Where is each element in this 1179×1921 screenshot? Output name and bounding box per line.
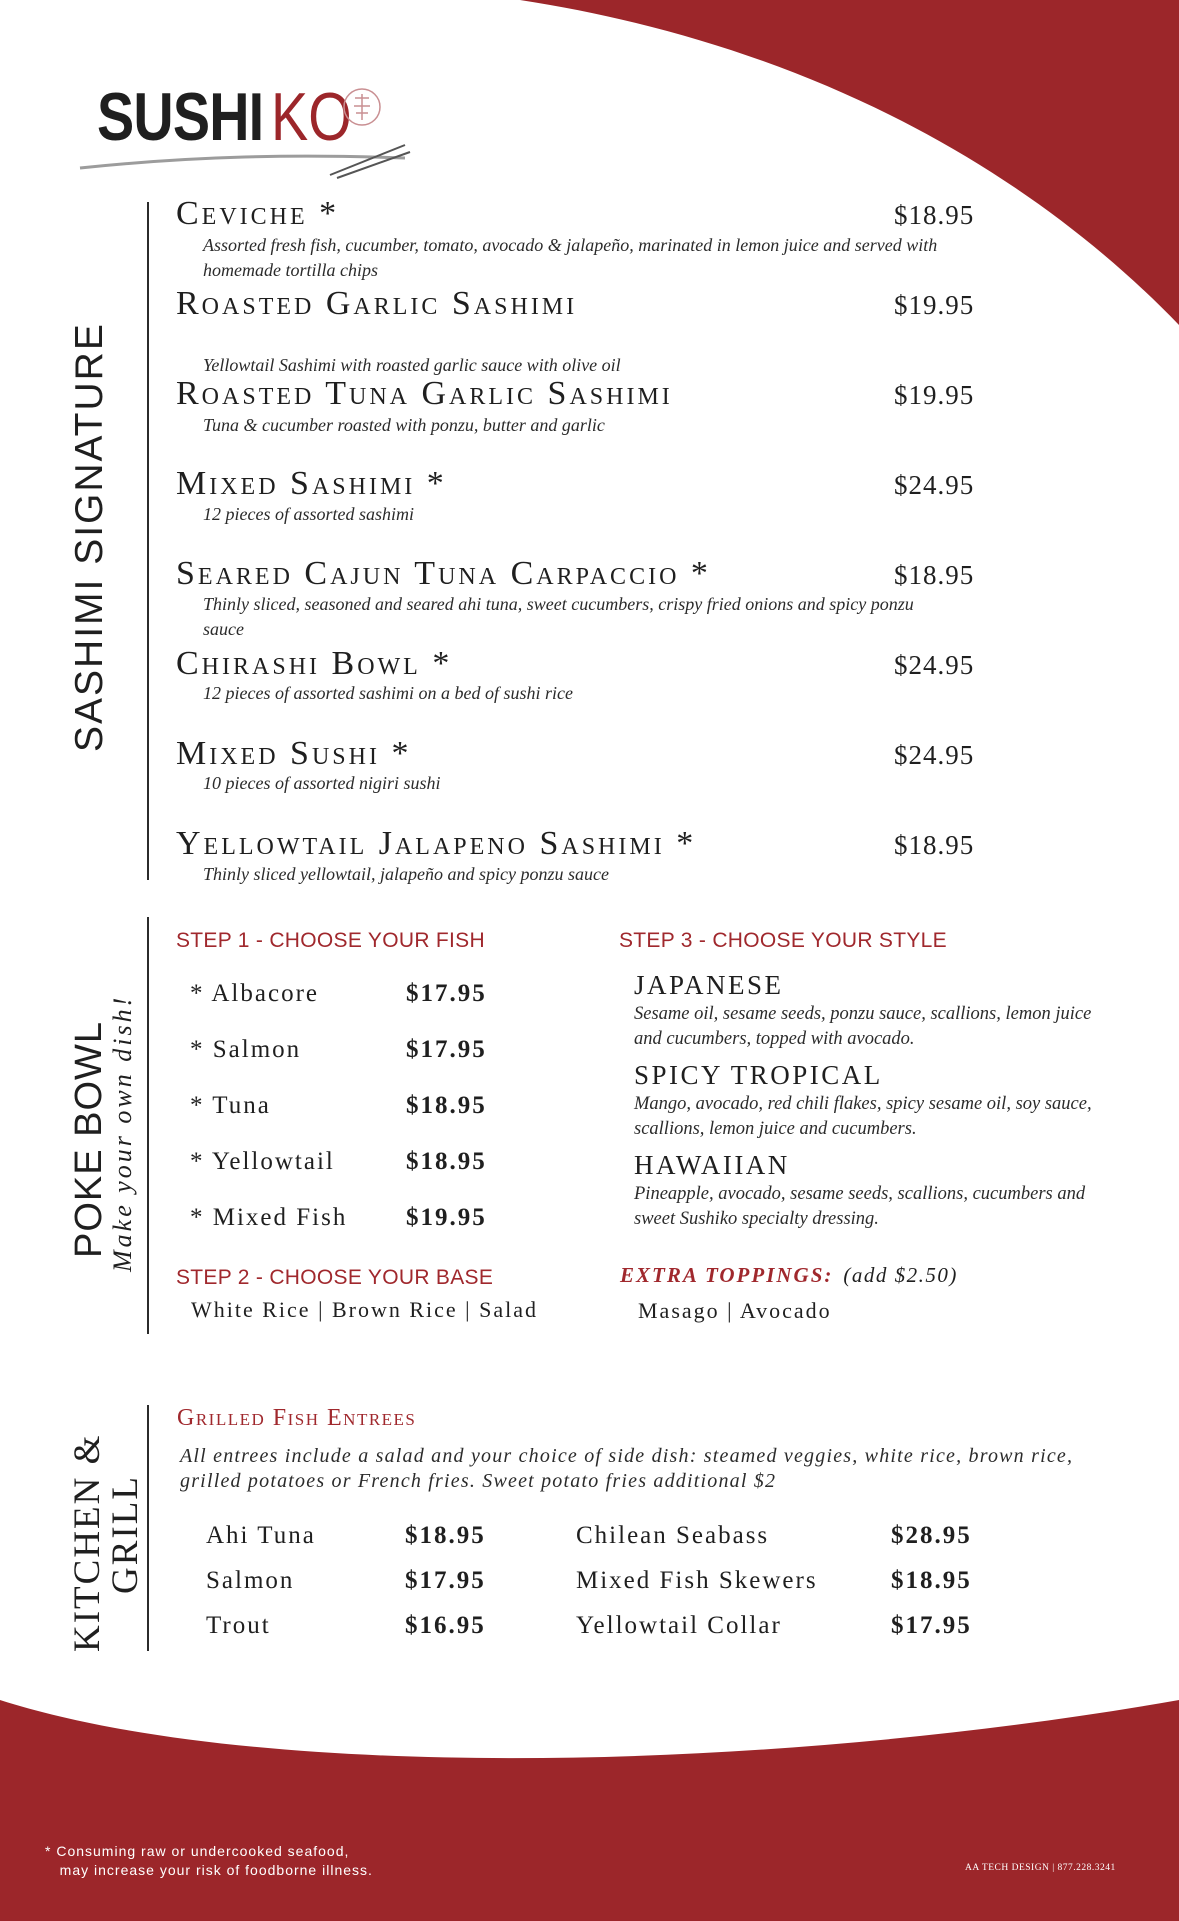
fish-price: $17.95	[406, 1036, 487, 1063]
style-description: Mango, avocado, red chili flakes, spicy sesame oil, soy sauce, scallions, lemon juice and cucumbers.	[634, 1094, 1092, 1139]
sashimi-section-label: SASHIMI SIGNATURE	[68, 322, 111, 752]
entree-price: $18.95	[405, 1522, 486, 1549]
logo-text-ko: KO	[271, 79, 352, 155]
entree-name: Ahi Tuna	[206, 1522, 316, 1549]
fish-price: $19.95	[406, 1204, 487, 1231]
design-credit: AA TECH DESIGN | 877.228.3241	[965, 1863, 1116, 1873]
sushiko-logo	[75, 70, 415, 170]
item-price: $18.95	[894, 560, 975, 590]
item-name: Yellowtail Jalapeno Sashimi *	[176, 825, 697, 862]
item-price: $24.95	[894, 740, 975, 770]
extra-toppings-heading	[620, 1263, 958, 1288]
entree-name: Mixed Fish Skewers	[576, 1567, 818, 1594]
poke-divider	[147, 917, 149, 1334]
kitchen-divider	[147, 1405, 149, 1651]
fish-name: * Mixed Fish	[190, 1204, 348, 1231]
entree-price: $16.95	[405, 1612, 486, 1639]
entree-price: $17.95	[891, 1612, 972, 1639]
entree-name: Yellowtail Collar	[576, 1612, 782, 1639]
item-name: Ceviche *	[176, 195, 340, 232]
item-name: Roasted Tuna Garlic Sashimi	[176, 375, 673, 412]
item-price: $18.95	[894, 200, 975, 230]
fish-price: $18.95	[406, 1092, 487, 1119]
kitchen-section-label: KITCHEN &	[67, 1433, 108, 1652]
kitchen-section-label-2: GRILL	[105, 1475, 146, 1594]
item-description: 12 pieces of assorted sashimi on a bed of sushi rice	[203, 683, 573, 703]
style-description: Pineapple, avocado, sesame seeds, scallions, cucumbers and sweet Sushiko specialty dressing.	[634, 1184, 1086, 1229]
entree-price: $18.95	[891, 1567, 972, 1594]
fish-name: * Yellowtail	[190, 1148, 335, 1175]
extra-toppings-label: EXTRA TOPPINGS:	[620, 1263, 834, 1287]
chopsticks-icon	[75, 140, 415, 180]
item-price: $19.95	[894, 290, 975, 320]
bottom-swoosh	[0, 1700, 1179, 1921]
style-name: SPICY TROPICAL	[634, 1060, 883, 1090]
style-description: Sesame oil, sesame seeds, ponzu sauce, scallions, lemon juice and cucumbers, topped with avocado.	[634, 1004, 1092, 1049]
item-price: $18.95	[894, 830, 975, 860]
poke-section-sublabel: Make your own dish!	[108, 994, 137, 1272]
style-name: JAPANESE	[634, 970, 784, 1000]
fish-price: $17.95	[406, 980, 487, 1007]
fish-name: * Tuna	[190, 1092, 271, 1119]
item-description: Thinly sliced, seasoned and seared ahi tuna, sweet cucumbers, crispy fried onions and spicy ponzu sauce	[203, 594, 914, 639]
extra-toppings-options: Masago | Avocado	[638, 1298, 832, 1323]
logo-circle-emblem-icon	[339, 84, 385, 130]
grilled-fish-heading: Grilled Fish Entrees	[177, 1405, 417, 1431]
item-price: $19.95	[894, 380, 975, 410]
poke-section-label: POKE BOWL	[68, 1020, 110, 1258]
entree-price: $28.95	[891, 1522, 972, 1549]
item-price: $24.95	[894, 470, 975, 500]
item-description: Assorted fresh fish, cucumber, tomato, avocado & jalapeño, marinated in lemon juice and served with homemade tortilla chips	[203, 235, 938, 280]
item-description: Thinly sliced yellowtail, jalapeño and spicy ponzu sauce	[203, 864, 609, 884]
entree-note: All entrees include a salad and your choice of side dish: steamed veggies, white rice, brown rice, grilled potatoes or French fries. Sweet potato fries additional $2	[180, 1445, 1074, 1492]
logo-text-sushi: SUSHI	[97, 79, 264, 155]
base-options: White Rice | Brown Rice | Salad	[191, 1297, 538, 1322]
item-name: Roasted Garlic Sashimi	[176, 285, 578, 322]
entree-name: Trout	[206, 1612, 271, 1639]
item-name: Mixed Sashimi *	[176, 465, 447, 502]
fish-name: * Albacore	[190, 980, 319, 1007]
fish-price: $18.95	[406, 1148, 487, 1175]
item-name: Chirashi Bowl *	[176, 645, 453, 682]
item-name: Mixed Sushi *	[176, 735, 412, 772]
sashimi-divider	[147, 202, 149, 880]
style-name: HAWAIIAN	[634, 1150, 790, 1180]
item-price: $24.95	[894, 650, 975, 680]
fish-name: * Salmon	[190, 1036, 302, 1063]
entree-name: Chilean Seabass	[576, 1522, 770, 1549]
item-description: Yellowtail Sashimi with roasted garlic sauce with olive oil	[203, 355, 621, 375]
item-name: Seared Cajun Tuna Carpaccio *	[176, 555, 711, 592]
entree-name: Salmon	[206, 1567, 295, 1594]
entree-price: $17.95	[405, 1567, 486, 1594]
step2-heading: STEP 2 - CHOOSE YOUR BASE	[176, 1266, 494, 1289]
step1-heading: STEP 1 - CHOOSE YOUR FISH	[176, 929, 485, 952]
extra-toppings-price: (add $2.50)	[843, 1263, 958, 1287]
raw-seafood-warning: * Consuming raw or undercooked seafood, may increase your risk of foodborne illness.	[45, 1843, 373, 1878]
item-description: Tuna & cucumber roasted with ponzu, butter and garlic	[203, 415, 605, 435]
step3-heading: STEP 3 - CHOOSE YOUR STYLE	[619, 929, 947, 952]
item-description: 10 pieces of assorted nigiri sushi	[203, 773, 441, 793]
item-description: 12 pieces of assorted sashimi	[203, 504, 414, 524]
